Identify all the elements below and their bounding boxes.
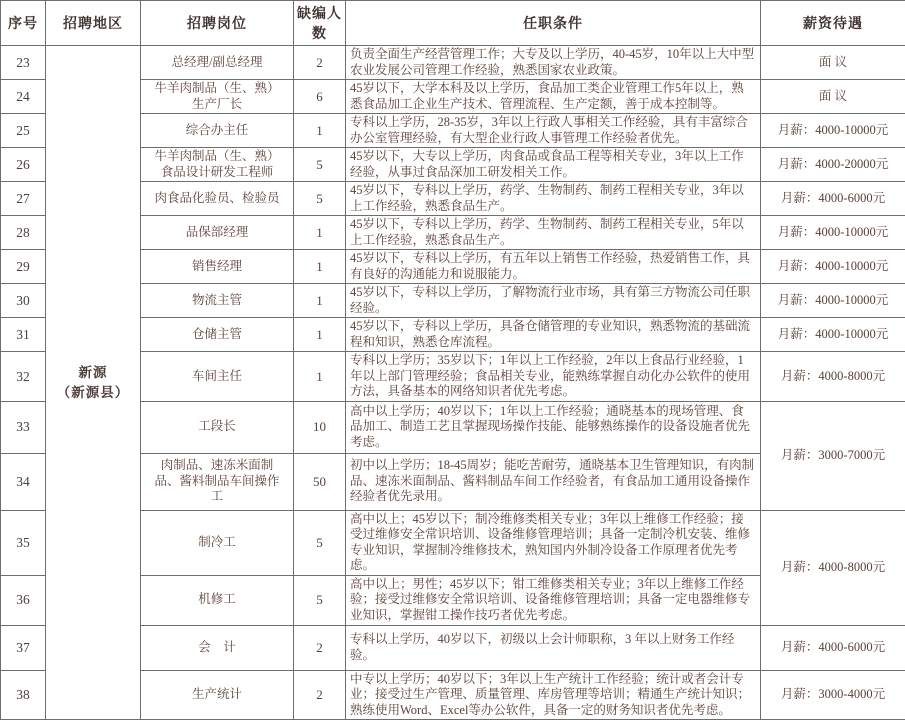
salary-cell: 月薪：3000-4000元 [761,670,905,720]
vacancies-cell: 1 [294,114,346,148]
requirements-cell: 高中以上；45岁以下；制冷维修类相关专业；3年以上维修工作经验；接受过维修安全常识培训、设备维修管理培训；具备一定制冷机安装、维修专业知识，掌握制冷维修技术，熟知国内外制冷设备工作原理者优先考虑。 [346,510,761,575]
position-cell: 会 计 [141,625,294,670]
vacancies-cell: 5 [294,182,346,216]
salary-cell: 月薪：4000-6000元 [761,182,905,216]
salary-cell: 月薪：4000-20000元 [761,148,905,182]
vacancies-cell: 2 [294,625,346,670]
row-number-cell: 30 [1,284,46,318]
row-number-cell: 29 [1,250,46,284]
requirements-cell: 专科以上学历，28-35岁，3年以上行政人事相关工作经验，具有丰富综合办公室管理经验，有大型企业行政人事管理工作经验者优先。 [346,114,761,148]
region-cell [46,46,141,720]
salary-cell: 面 议 [761,46,905,80]
row-number-cell: 33 [1,401,46,453]
requirements-cell: 高中以上；男性；45岁以下；钳工维修类相关专业；3年以上维修工作经验；接受过维修安全常识培训、设备维修管理培训；具备一定电器维修专业知识，掌握钳工操作技巧者优先考虑。 [346,575,761,625]
position-cell: 牛羊肉制品（生、熟）生产厂长 [141,80,294,114]
row-number-cell: 35 [1,510,46,575]
requirements-cell: 初中以上学历；18-45周岁；能吃苦耐劳，通晓基本卫生管理知识，有肉制品、速冻米面制品、酱料制品车间工作经验者，有食品加工通用设备操作经验者优先录用。 [346,453,761,510]
vacancies-cell: 1 [294,250,346,284]
position-cell: 肉食品化验员、检验员 [141,182,294,216]
salary-cell: 面 议 [761,80,905,114]
row-number-cell: 32 [1,352,46,402]
position-cell: 机修工 [141,575,294,625]
vacancies-cell: 1 [294,352,346,402]
requirements-cell: 45岁以下，专科以上学历，具备仓储管理的专业知识，熟悉物流的基础流程和知识，熟悉仓库流程。 [346,318,761,352]
salary-cell: 月薪：4000-10000元 [761,250,905,284]
position-cell: 综合办主任 [141,114,294,148]
column-header-salary: 薪资待遇 [761,1,905,46]
column-header-region: 招聘地区 [46,1,141,46]
column-header-position: 招聘岗位 [141,1,294,46]
row-number-cell: 26 [1,148,46,182]
position-cell: 车间主任 [141,352,294,402]
row-number-cell: 37 [1,625,46,670]
table-row [1,46,905,80]
salary-cell: 月薪：4000-8000元 [761,510,905,625]
requirements-cell: 45岁以下，大学本科及以上学历，食品加工类企业管理工作5年以上，熟悉食品加工企业生产技术、管理流程、生产定额，善于成本控制等。 [346,80,761,114]
row-number-cell: 24 [1,80,46,114]
column-header-no: 序号 [1,1,46,46]
requirements-cell: 高中以上学历；40岁以下；1年以上工作经验；通晓基本的现场管理、食品加工、制造工艺且掌握现场操作技能、能够熟练操作的设备设施者优先考虑。 [346,401,761,453]
row-number-cell: 25 [1,114,46,148]
vacancies-cell: 2 [294,670,346,720]
position-cell: 生产统计 [141,670,294,720]
position-cell: 制冷工 [141,510,294,575]
row-number-cell: 23 [1,46,46,80]
vacancies-cell: 6 [294,80,346,114]
requirements-cell: 专科以上学历；35岁以下；1年以上工作经验，2年以上食品行业经验，1年以上部门管理经验；食品相关专业，能熟练掌握自动化办公软件的使用方法，具备基本的网络知识者优先考虑。 [346,352,761,402]
position-cell: 总经理/副总经理 [141,46,294,80]
region-name: 新源 [50,363,136,383]
vacancies-cell: 1 [294,284,346,318]
column-header-requirements: 任职条件 [346,1,761,46]
salary-cell: 月薪：4000-10000元 [761,318,905,352]
row-number-cell: 36 [1,575,46,625]
header-row [1,1,905,46]
requirements-cell: 45岁以下，专科以上学历，有五年以上销售工作经验，热爱销售工作，具有良好的沟通能力和说服能力。 [346,250,761,284]
salary-cell: 月薪：4000-10000元 [761,284,905,318]
position-cell: 品保部经理 [141,216,294,250]
position-cell: 销售经理 [141,250,294,284]
vacancies-cell: 5 [294,575,346,625]
requirements-cell: 45岁以下，专科以上学历，了解物流行业市场，具有第三方物流公司任职经验。 [346,284,761,318]
vacancies-cell: 50 [294,453,346,510]
vacancies-cell: 1 [294,318,346,352]
salary-cell: 月薪：4000-10000元 [761,114,905,148]
requirements-cell: 45岁以下，专科以上学历，药学、生物制药、制药工程相关专业，3年以上工作经验，熟悉食品生产。 [346,182,761,216]
requirements-cell: 45岁以下，大专以上学历，肉食品或食品工程等相关专业，3年以上工作经验，从事过食品深加工研发相关工作。 [346,148,761,182]
column-header-vacancies: 缺编人数 [294,1,346,46]
requirements-cell: 负责全面生产经营管理工作；大专及以上学历，40-45岁，10年以上大中型农业发展公司管理工作经验，熟悉国家农业政策。 [346,46,761,80]
row-number-cell: 27 [1,182,46,216]
salary-cell: 月薪：4000-8000元 [761,352,905,402]
row-number-cell: 38 [1,670,46,720]
salary-cell: 月薪：3000-7000元 [761,401,905,510]
position-cell: 牛羊肉制品（生、熟）食品设计研发工程师 [141,148,294,182]
requirements-cell: 中专以上学历；40岁以下；3年以上生产统计工作经验；统计或者会计专业；接受过生产管理、质量管理、库房管理等培训；精通生产统计知识；熟练使用Word、Excel等办公软件，具备一定的财务知识者优先考虑。 [346,670,761,720]
row-number-cell: 31 [1,318,46,352]
vacancies-cell: 2 [294,46,346,80]
vacancies-cell: 5 [294,148,346,182]
vacancies-cell: 1 [294,216,346,250]
salary-cell: 月薪：4000-10000元 [761,216,905,250]
salary-cell: 月薪：4000-6000元 [761,625,905,670]
row-number-cell: 28 [1,216,46,250]
position-cell: 工段长 [141,401,294,453]
position-cell: 仓储主管 [141,318,294,352]
vacancies-cell: 10 [294,401,346,453]
requirements-cell: 专科以上学历，40岁以下，初级以上会计师职称，3 年以上财务工作经验。 [346,625,761,670]
table-body [1,46,905,720]
position-cell: 物流主管 [141,284,294,318]
row-number-cell: 34 [1,453,46,510]
position-cell: 肉制品、速冻米面制品、酱料制品车间操作工 [141,453,294,510]
requirements-cell: 45岁以下，专科以上学历，药学、生物制药、制药工程相关专业，5年以上工作经验，熟悉食品生产。 [346,216,761,250]
vacancies-cell: 5 [294,510,346,575]
region-sub-name: （新源县） [50,383,136,403]
